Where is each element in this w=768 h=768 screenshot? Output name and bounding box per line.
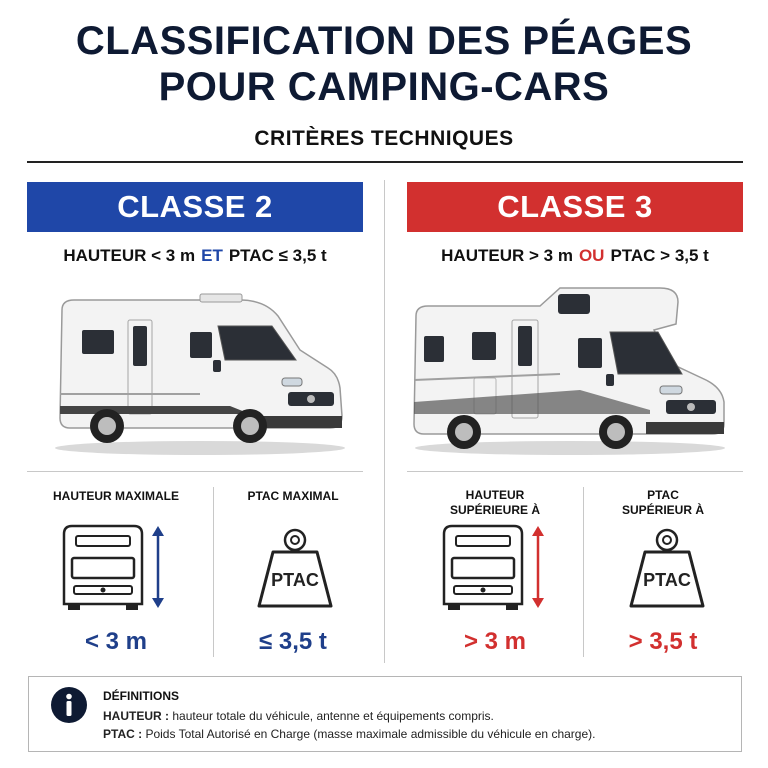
- title-divider: [27, 161, 743, 163]
- column-divider: [384, 180, 385, 663]
- class-2-height-caption: HAUTEUR MAXIMALE: [53, 489, 179, 503]
- definition-hauteur-term: HAUTEUR :: [103, 709, 169, 723]
- class-2-panel-divider: [213, 487, 214, 657]
- class-3-banner: CLASSE 3: [407, 182, 743, 232]
- class-3-ptac-weight-icon: [627, 526, 707, 610]
- class-2-ptac-icon-label: PTAC: [271, 570, 319, 590]
- definition-hauteur: [103, 709, 494, 723]
- class-2-weight-value: ≤ 3,5 t: [259, 628, 327, 655]
- class-3-height-caption: [410, 488, 580, 518]
- class-2-profile-camper-van-icon: [58, 522, 176, 612]
- class-2-camper-van-image: [50, 288, 350, 458]
- class-3-separator: [407, 471, 743, 472]
- definition-ptac-text: Poids Total Autorisé en Charge (masse maximale admissible du véhicule en charge).: [145, 727, 596, 741]
- class-2-height-value: < 3 m: [84, 628, 148, 655]
- info-icon: [50, 686, 88, 724]
- class-2-banner: CLASSE 2: [27, 182, 363, 232]
- class-3-weight-caption: [588, 488, 738, 518]
- class-2-criterion-height: HAUTEUR < 3 m: [63, 246, 196, 265]
- class-3-criterion-weight: PTAC > 3,5 t: [610, 246, 709, 265]
- title-line-2: POUR CAMPING-CARS: [158, 65, 610, 109]
- class-3-camper-van-image: [410, 282, 730, 458]
- class-2-criterion: [27, 246, 363, 266]
- class-3-weight-caption-line-2: SUPÉRIEUR À: [621, 503, 704, 517]
- class-2-ptac-weight-icon: [255, 526, 335, 610]
- title-line-1: CLASSIFICATION DES PÉAGES: [75, 19, 693, 63]
- class-3-ptac-icon-label: PTAC: [643, 570, 691, 590]
- definition-hauteur-text: hauteur totale du véhicule, antenne et équipements compris.: [172, 709, 494, 723]
- class-2-separator: [27, 471, 363, 472]
- class-3-height-caption-line-1: HAUTEUR: [465, 488, 525, 502]
- class-3-panel-divider: [583, 487, 584, 657]
- class-3-profile-camper-van-icon: [438, 522, 556, 612]
- class-3-criterion: [407, 246, 743, 266]
- class-3-height-caption-line-2: SUPÉRIEURE À: [449, 503, 541, 517]
- class-3-criterion-height: HAUTEUR > 3 m: [441, 246, 573, 265]
- definitions-title: DÉFINITIONS: [103, 689, 180, 703]
- page-title: [0, 18, 768, 110]
- class-2-criterion-conjunction: ET: [201, 246, 223, 265]
- definition-ptac-term: PTAC :: [103, 727, 143, 741]
- class-3-weight-value: > 3,5 t: [628, 628, 698, 655]
- definition-ptac: [103, 727, 595, 741]
- class-2-criterion-weight: PTAC ≤ 3,5 t: [228, 246, 327, 265]
- page-subtitle: CRITÈRES TECHNIQUES: [254, 127, 514, 150]
- class-3-weight-caption-line-1: PTAC: [647, 488, 679, 502]
- class-3-criterion-conjunction: OU: [578, 246, 605, 265]
- class-3-height-value: > 3 m: [463, 628, 527, 655]
- class-2-weight-caption: PTAC MAXIMAL: [247, 489, 339, 503]
